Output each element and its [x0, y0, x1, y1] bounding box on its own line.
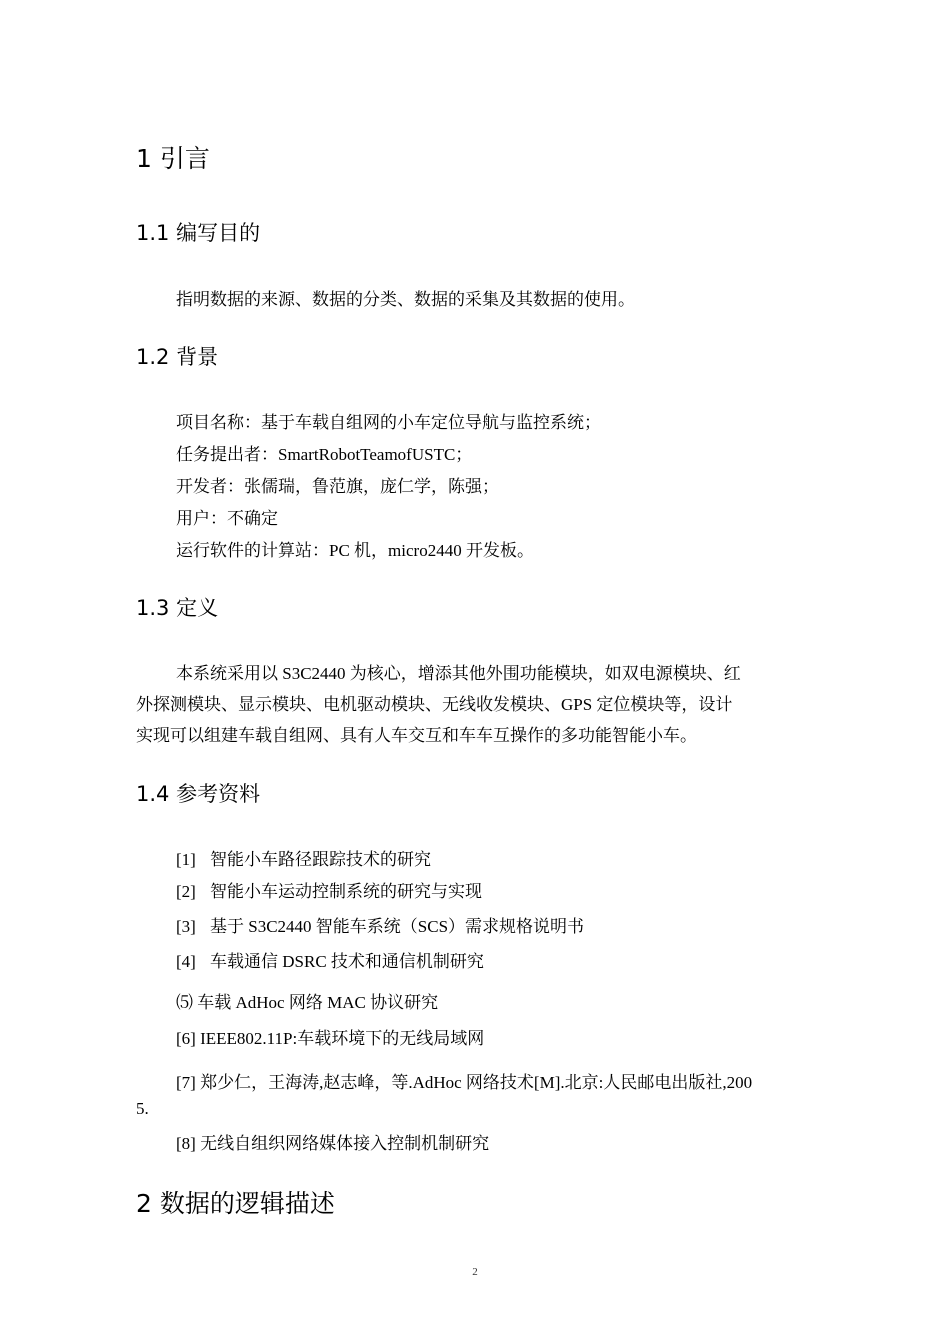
heading-purpose: 1.1 编写目的: [136, 221, 261, 245]
reference-number: [3]: [176, 917, 196, 936]
reference-item: [176, 845, 431, 870]
reference-number: [4]: [176, 952, 196, 971]
reference-number: ⑸: [176, 993, 193, 1012]
reference-number: [8]: [176, 1134, 196, 1153]
background-line: 运行软件的计算站：PC 机，micro2440 开发板。: [176, 541, 534, 560]
reference-number: [1]: [176, 850, 196, 869]
reference-text: 无线自组织网络媒体接入控制机制研究: [200, 1134, 490, 1153]
definition-line: 实现可以组建车载自组网、具有人车交互和车车互操作的多功能智能小车。: [136, 726, 697, 745]
definition-line: 本系统采用以 S3C2440 为核心，增添其他外围功能模块，如双电源模块、红: [176, 664, 741, 683]
reference-text: 智能小车运动控制系统的研究与实现: [210, 882, 482, 901]
reference-number: [2]: [176, 882, 196, 901]
reference-text: 车载通信 DSRC 技术和通信机制研究: [210, 952, 484, 971]
definition-line: 外探测模块、显示模块、电机驱动模块、无线收发模块、GPS 定位模块等，设计: [136, 695, 733, 714]
reference-continuation: 5.: [136, 1099, 149, 1118]
reference-text: 郑少仁，王海涛,赵志峰，等.AdHoc 网络技术[M].北京:人民邮电出版社,200: [200, 1073, 753, 1092]
background-line: 任务提出者：SmartRobotTeamofUSTC；: [176, 445, 473, 464]
reference-item: [176, 947, 484, 972]
reference-number: [6]: [176, 1029, 196, 1048]
reference-text: 车载 AdHoc 网络 MAC 协议研究: [197, 993, 439, 1012]
reference-text: 智能小车路径跟踪技术的研究: [210, 850, 431, 869]
heading-definition: 1.3 定义: [136, 596, 219, 620]
background-line: 开发者：张儒瑞，鲁范旗，庞仁学，陈强；: [176, 477, 499, 496]
background-line: 项目名称：基于车载自组网的小车定位导航与监控系统；: [176, 413, 601, 432]
reference-item: [176, 988, 438, 1013]
heading-data-logic: 2 数据的逻辑描述: [136, 1189, 335, 1218]
reference-number: [7]: [176, 1073, 196, 1092]
reference-item: [176, 1024, 484, 1049]
page-number: 2: [472, 1266, 478, 1278]
heading-introduction: 1 引言: [136, 144, 210, 173]
reference-item: [176, 912, 584, 937]
purpose-paragraph: 指明数据的来源、数据的分类、数据的采集及其数据的使用。: [176, 290, 635, 309]
heading-background: 1.2 背景: [136, 345, 219, 369]
reference-item: [176, 877, 482, 902]
heading-references: 1.4 参考资料: [136, 782, 261, 806]
reference-text: IEEE802.11P:车载环境下的无线局域网: [200, 1029, 485, 1048]
reference-item: [176, 1068, 752, 1093]
background-line: 用户：不确定: [176, 509, 278, 528]
reference-text: 基于 S3C2440 智能车系统（SCS）需求规格说明书: [210, 917, 585, 936]
reference-item: [176, 1129, 489, 1154]
